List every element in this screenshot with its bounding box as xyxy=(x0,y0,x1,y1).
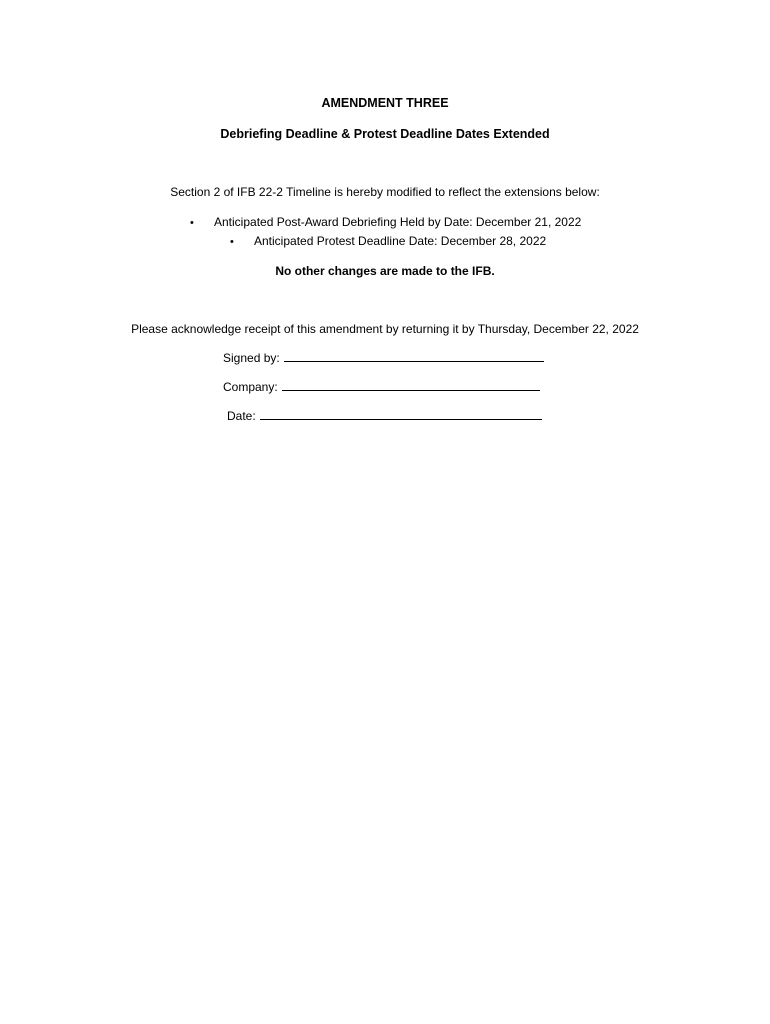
bullet-icon: • xyxy=(190,217,194,229)
acknowledge-paragraph: Please acknowledge receipt of this amendment by returning it by Thursday, December 22, 2022 xyxy=(131,322,639,336)
signed-by-label: Signed by: xyxy=(223,351,280,365)
date-line[interactable] xyxy=(260,408,542,420)
no-changes-statement: No other changes are made to the IFB. xyxy=(275,264,495,278)
date-field xyxy=(227,408,542,424)
bullet-text: Anticipated Protest Deadline Date: December 28, 2022 xyxy=(254,234,547,248)
document-title: AMENDMENT THREE xyxy=(321,96,449,110)
document-subtitle: Debriefing Deadline & Protest Deadline Dates Extended xyxy=(220,127,550,141)
company-field xyxy=(223,379,540,395)
list-item xyxy=(190,214,581,231)
bullet-icon: • xyxy=(230,236,234,248)
intro-paragraph: Section 2 of IFB 22-2 Timeline is hereby modified to reflect the extensions below: xyxy=(170,185,600,199)
list-item xyxy=(230,233,546,250)
signed-by-line[interactable] xyxy=(284,350,544,362)
date-label: Date: xyxy=(227,409,256,423)
bullet-text: Anticipated Post-Award Debriefing Held by Date: December 21, 2022 xyxy=(214,215,582,229)
company-line[interactable] xyxy=(282,379,540,391)
signed-by-field xyxy=(223,350,544,366)
company-label: Company: xyxy=(223,380,278,394)
